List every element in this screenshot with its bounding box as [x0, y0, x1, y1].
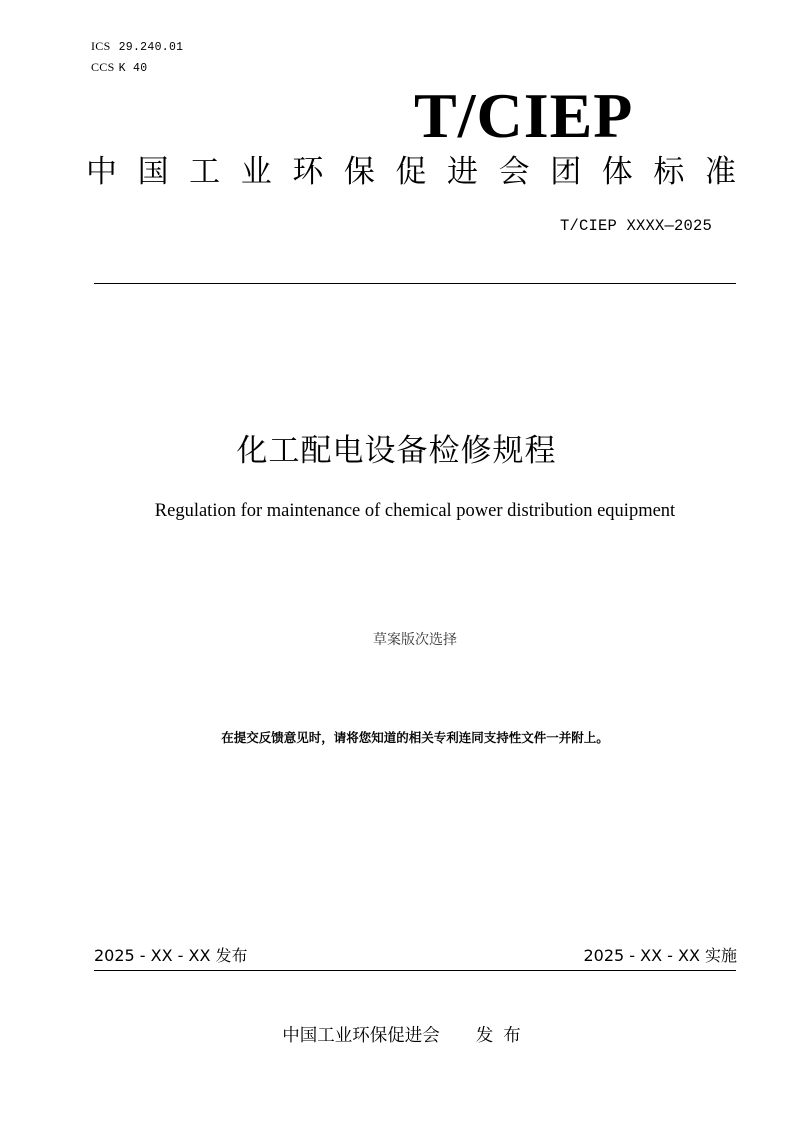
footer-divider [94, 970, 736, 971]
standard-type-name [86, 150, 736, 194]
ccs-label: CCS [91, 60, 115, 74]
ccs-code: K 40 [118, 62, 148, 75]
standard-name-char: 准 [704, 154, 736, 190]
ccs-classification [91, 60, 147, 75]
document-title-chinese: 化工配电设备检修规程 [236, 433, 557, 469]
standard-name-char: 体 [601, 154, 633, 190]
standard-name-char: 会 [498, 154, 530, 190]
standard-name-char: 中 [86, 154, 117, 190]
standard-name-char: 标 [653, 154, 685, 190]
standard-name-char: 进 [447, 154, 479, 190]
standard-logo: T/CIEP [414, 80, 634, 151]
standard-name-char: 工 [189, 154, 221, 190]
issuer-action: 发布 [475, 1026, 531, 1046]
patent-notice: 在提交反馈意见时，请将您知道的相关专利连同支持性文件一并附上。 [221, 730, 609, 745]
standard-name-char: 业 [240, 154, 272, 190]
ics-code: 29.240.01 [118, 41, 184, 54]
standard-name-char: 团 [550, 154, 582, 190]
header-divider [94, 283, 736, 284]
document-title-english: Regulation for maintenance of chemical power distribution equipment [154, 501, 676, 521]
standard-name-char: 国 [137, 154, 169, 190]
implementation-date: 2025 - XX - XX 实施 [583, 946, 737, 965]
standard-name-char: 保 [343, 154, 375, 190]
issuing-organization [0, 1024, 793, 1048]
publish-date: 2025 - XX - XX 发布 [94, 946, 248, 965]
draft-version-selector[interactable]: 草案版次选择 [373, 632, 457, 648]
issuer-name: 中国工业环保促进会 [282, 1026, 440, 1046]
ics-label: ICS [91, 39, 111, 53]
standard-name-char: 环 [292, 154, 324, 190]
ics-classification [91, 39, 183, 54]
standard-name-char: 促 [395, 154, 427, 190]
standard-number: T/CIEP XXXX—2025 [560, 217, 713, 235]
